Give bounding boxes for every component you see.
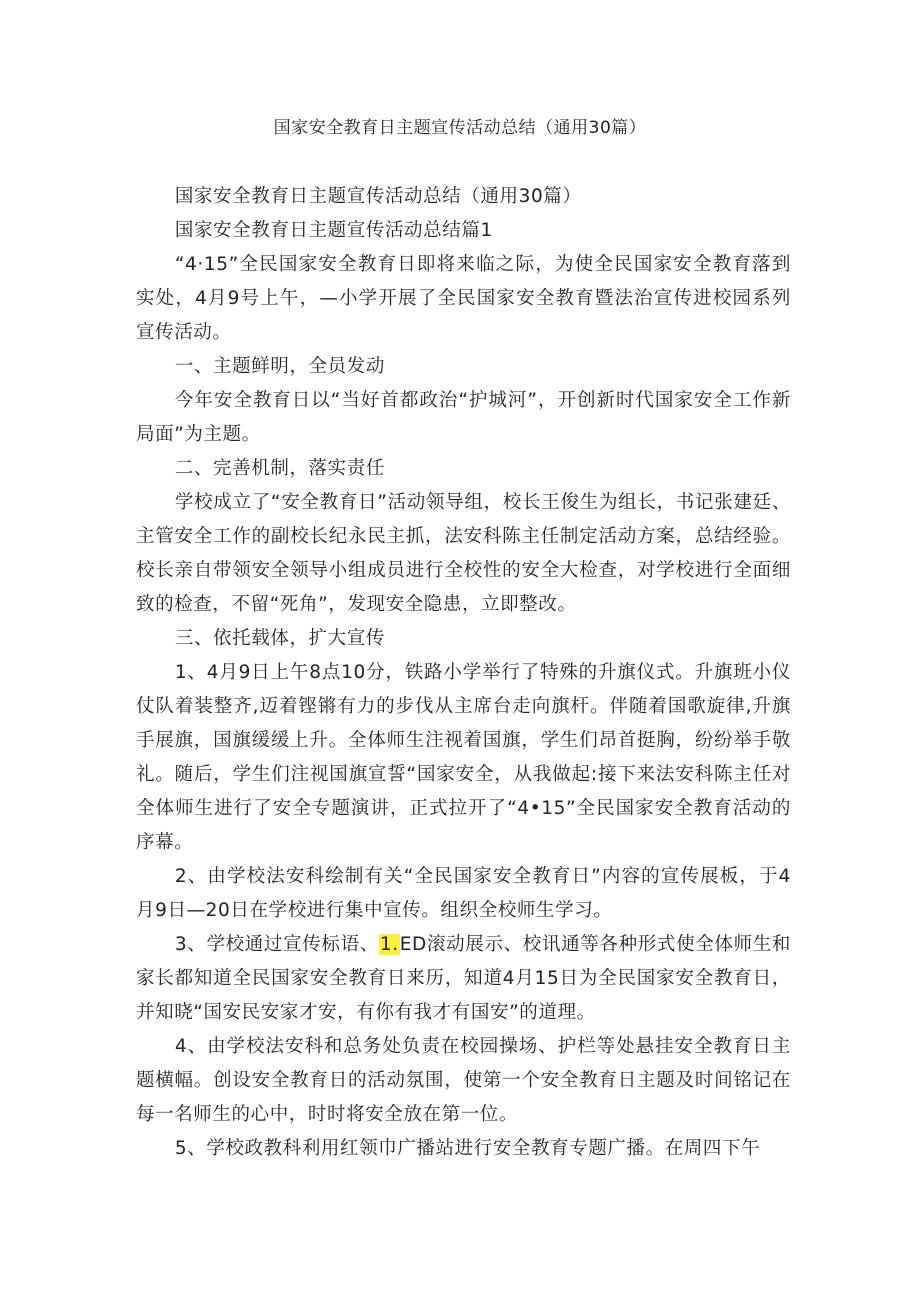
heading-1: 一、主题鲜明，全员发动: [174, 356, 385, 377]
paragraph-2: 学校成立了“安全教育日”活动领导组，校长王俊生为组长，书记张建廷、主管安全工作的副校长纪永民主抓，法安科陈主任制定活动方案，总结经验。校长亲自带领安全领导小组成员进行全校性的安全大检查，对学校进行全面细致的检查，不留“死角”，发现安全隐患，立即整改。: [136, 492, 791, 615]
list-item-4: 4、由学校法安科和总务处负责在校园操场、护栏等处悬挂安全教育日主题横幅。创设安全教育日的活动氛围，使第一个安全教育日主题及时间铭记在每一名师生的心中，时时将安全放在第一位。: [136, 1036, 791, 1125]
heading-3: 三、依托载体，扩大宣传: [174, 628, 385, 649]
highlighted-text: 1.: [379, 934, 399, 955]
document-title: 国家安全教育日主题宣传活动总结（通用30篇）: [273, 118, 647, 138]
heading-2: 二、完善机制，落实责任: [174, 458, 385, 479]
list-item-3-start: 3、学校通过宣传标语、: [174, 934, 379, 955]
list-item-2: 2、由学校法安科绘制有关“全民国家安全教育日”内容的宣传展板，于4月9日—20日在学校进行集中宣传。组织全校师生学习。: [136, 866, 791, 921]
paragraph-1: 今年安全教育日以“当好首都政治“护城河”，开创新时代国家安全工作新局面”为主题。: [136, 390, 791, 445]
list-item-3: [136, 928, 791, 1030]
section-title: 国家安全教育日主题宣传活动总结篇1: [174, 220, 493, 241]
list-item-1: 1、4月9日上午8点10分，铁路小学举行了特殊的升旗仪式。升旗班小仪仗队着装整齐,迈着铿锵有力的步伐从主席台走向旗杆。伴随着国歌旋律,升旗手展旗，国旗缓缓上升。全体师生注视着国旗，学生们昂首挺胸，纷纷举手敬礼。随后，学生们注视国旗宣誓“国家安全，从我做起:接下来法安科陈主任对全体师生进行了安全专题演讲，正式拉开了“4•15”全民国家安全教育活动的序幕。: [136, 662, 791, 853]
list-item-3-rest: ED滚动展示、校讯通等各种形式使全体师生和家长都知道全民国家安全教育日来历，知道4月15日为全民国家安全教育日，并知晓“国安民安家才安，有你有我才有国安”的道理。: [136, 934, 791, 1023]
list-item-5: 5、学校政教科利用红领巾广播站进行安全教育专题广播。在周四下午: [174, 1138, 761, 1159]
intro-paragraph: “4·15”全民国家安全教育日即将来临之际，为使全民国家安全教育落到实处，4月9号上午，—小学开展了全民国家安全教育暨法治宣传进校园系列宣传活动。: [136, 254, 791, 343]
document-body: [136, 180, 791, 1166]
document-subtitle: 国家安全教育日主题宣传活动总结（通用30篇）: [174, 186, 582, 207]
